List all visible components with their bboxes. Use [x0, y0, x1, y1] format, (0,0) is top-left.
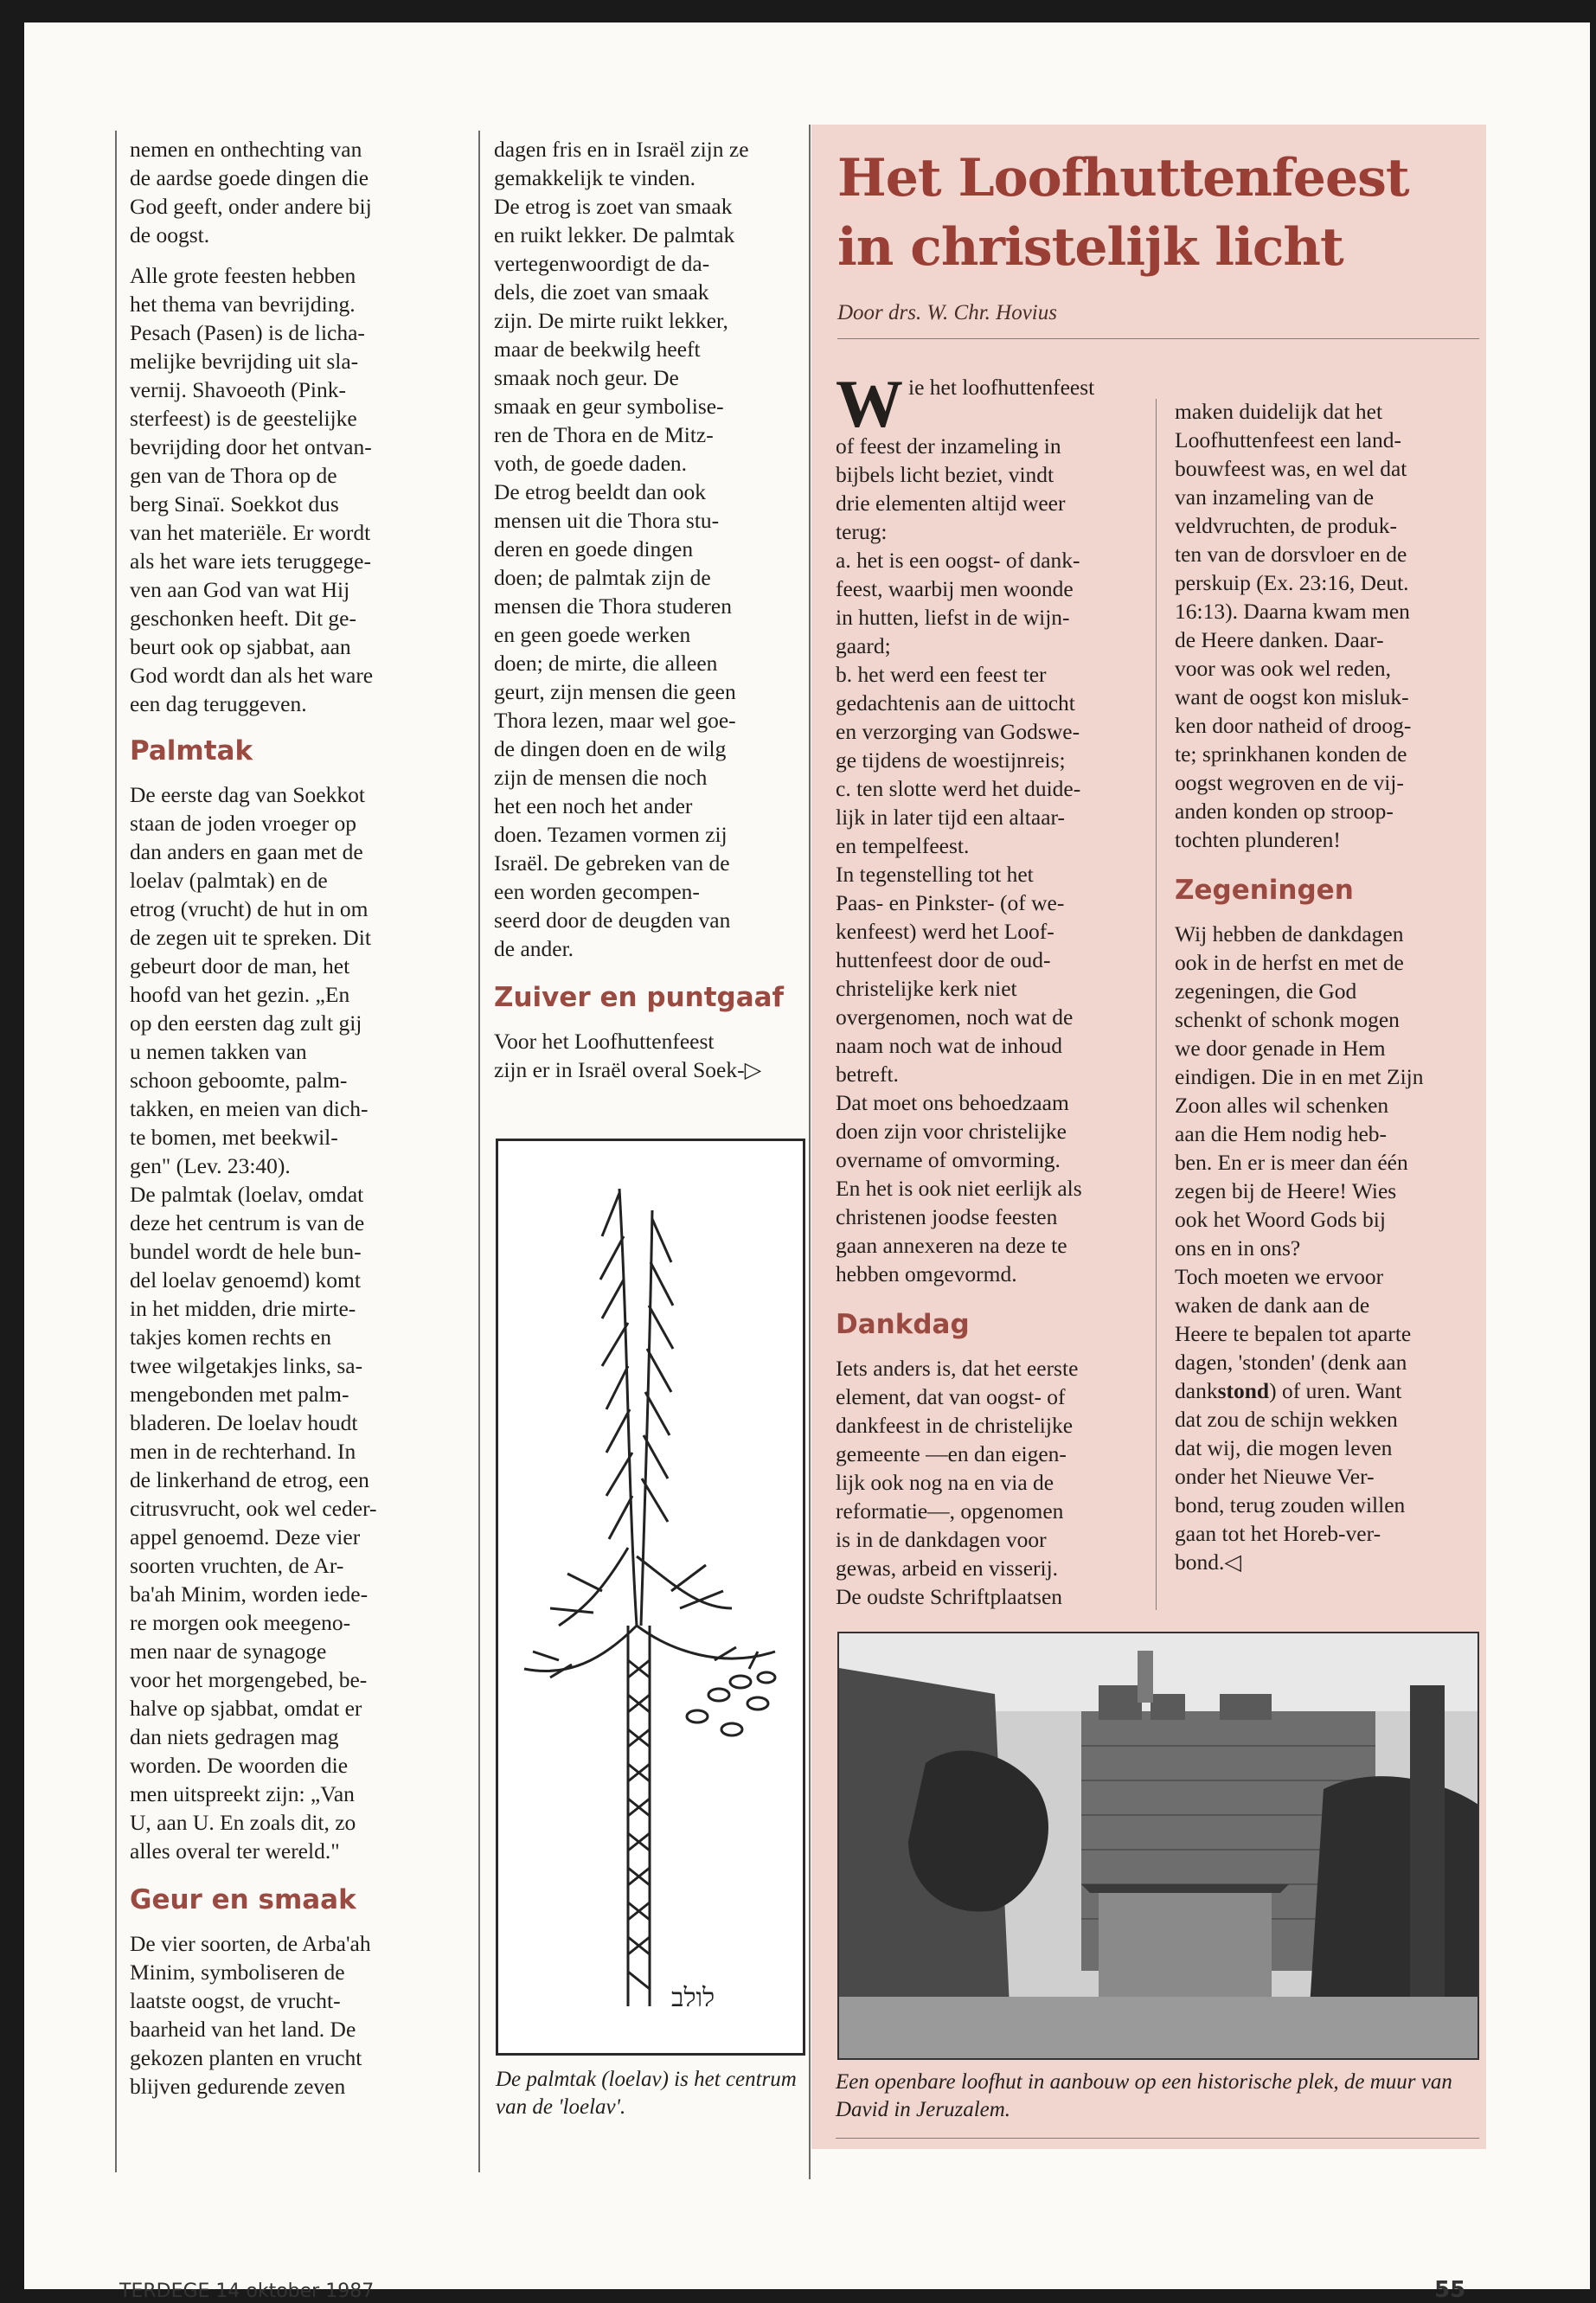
text-line: de zegen uit te spreken. Dit: [130, 925, 371, 950]
text-line: re morgen ook meegeno-: [130, 1610, 351, 1635]
heading-palmtak: Palmtak: [130, 735, 253, 767]
photo-caption: Een openbare loofhut in aanbouw op een historische plek, de muur van David in Jeruzalem.: [836, 2070, 1452, 2121]
caption-rule: [836, 2138, 1479, 2139]
text-line: drie elementen altijd weer: [836, 491, 1066, 516]
text-line: Thora lezen, maar wel goe-: [494, 708, 736, 733]
text-line: Minim, symboliseren de: [130, 1960, 345, 1985]
text-line: mengebonden met palm-: [130, 1382, 349, 1407]
text-line: de ander.: [494, 936, 574, 961]
text-line: te bomen, met beekwil-: [130, 1125, 338, 1150]
text-line: nemen en onthechting van: [130, 137, 362, 162]
text-line: In tegenstelling tot het: [836, 862, 1034, 887]
text-line: En het is ook niet eerlijk als: [836, 1176, 1082, 1201]
text-line: gaard;: [836, 633, 891, 658]
article-lead: Wie het loofhuttenfeest: [836, 366, 1095, 441]
text-line: deren en goede dingen: [494, 536, 694, 561]
text-line: b. het werd een feest ter: [836, 662, 1047, 687]
text-line: zegeningen, die God: [1175, 978, 1357, 1004]
text-line: en geen goede werken: [494, 622, 691, 647]
text-line: men in de rechterhand. In: [130, 1439, 356, 1464]
text-line: smaak en geur symbolise-: [494, 394, 724, 419]
text-line: Iets anders is, dat het eerste: [836, 1356, 1079, 1381]
text-line: gemeente —en dan eigen-: [836, 1441, 1067, 1466]
text-line: ben. En er is meer dan één: [1175, 1150, 1408, 1175]
text-line: loelav (palmtak) en de: [130, 868, 328, 893]
text-line: dagen fris en in Israël zijn ze: [494, 137, 749, 162]
text-line: in het midden, drie mirte-: [130, 1296, 356, 1321]
text-line: ook het Woord Gods bij: [1175, 1207, 1386, 1232]
text-line: dan niets gedragen mag: [130, 1724, 339, 1749]
text-line: bond.◁: [1175, 1549, 1241, 1575]
article-column-divider: [1156, 399, 1157, 1610]
zuiver-paragraph: [494, 1027, 805, 1084]
text-line: Zoon alles wil schenken: [1175, 1093, 1389, 1118]
text-line: de oogst.: [130, 222, 210, 247]
column-2-paragraph: [494, 135, 805, 963]
text-line: lijk in later tijd een altaar-: [836, 805, 1065, 830]
text-line: terug:: [836, 519, 888, 544]
text-line: gaan tot het Horeb-ver-: [1175, 1521, 1381, 1546]
text-line: of feest der inzameling in: [836, 433, 1061, 459]
text-line: deze het centrum is van de: [130, 1210, 365, 1235]
text-line: beurt ook op sjabbat, aan: [130, 634, 351, 659]
text-line: is in de dankdagen voor: [836, 1527, 1047, 1552]
text-line: dan anders en gaan met de: [130, 839, 363, 864]
zegeningen-line-bold: dankstond) of uren. Want: [1175, 1378, 1402, 1403]
heading-zegeningen: Zegeningen: [1175, 875, 1354, 906]
text-line: del loelav genoemd) komt: [130, 1267, 361, 1293]
text-line: God wordt dan als het ware: [130, 663, 374, 688]
text-line: dankfeest in de christelijke: [836, 1413, 1074, 1438]
text-line: christenen joodse feesten: [836, 1204, 1058, 1229]
text-line: hoofd van het gezin. „En: [130, 982, 350, 1007]
text-line: God geeft, onder andere bij: [130, 194, 372, 219]
heading-geur-en-smaak: Geur en smaak: [130, 1884, 356, 1915]
text-line: seerd door de deugden van: [494, 908, 731, 933]
drop-cap: W: [836, 366, 903, 441]
text-line: de linkerhand de etrog, een: [130, 1467, 369, 1492]
text-line: geschonken heeft. Dit ge-: [130, 606, 356, 631]
text-line: ven aan God van wat Hij: [130, 577, 350, 602]
text-line: De vier soorten, de Arba'ah: [130, 1931, 371, 1956]
heading-zuiver-en-puntgaaf: Zuiver en puntgaaf: [494, 982, 785, 1013]
text-line: ba'ah Minim, worden iede-: [130, 1581, 369, 1607]
article-column-2: [1175, 397, 1486, 1576]
jerusalem-wall-photo: [837, 1632, 1479, 2060]
text-line: zegen bij de Heere! Wies: [1175, 1178, 1397, 1203]
column-1: [130, 135, 476, 2101]
text-line: Alle grote feesten hebben: [130, 263, 356, 288]
text-line: voor het morgengebed, be-: [130, 1667, 368, 1692]
text-line: dels, die zoet van smaak: [494, 279, 709, 305]
text-line: men naar de synagoge: [130, 1639, 327, 1664]
text-line: ren de Thora en de Mitz-: [494, 422, 714, 447]
text-line: zijn. De mirte ruikt lekker,: [494, 308, 728, 333]
text-line: maar de beekwilg heeft: [494, 337, 701, 362]
geur-paragraph: [130, 1929, 476, 2101]
text-line: huttenfeest door de oud-: [836, 947, 1051, 972]
text-line: de Heere danken. Daar-: [1175, 627, 1384, 652]
text-line: overgenomen, noch wat de: [836, 1004, 1074, 1030]
text-line: vertegenwoordigt de da-: [494, 251, 710, 276]
text-line: tochten plunderen!: [1175, 827, 1341, 852]
text-line: oogst wegroven en de vij-: [1175, 770, 1404, 795]
text-line: doen zijn voor christelijke: [836, 1119, 1067, 1144]
article-body-1: [836, 432, 1149, 1288]
text-line: smaak noch geur. De: [494, 365, 679, 390]
text-line: soorten vruchten, de Ar-: [130, 1553, 344, 1578]
text-line: melijke bevrijding uit sla-: [130, 349, 359, 374]
text-line: De oudste Schriftplaatsen: [836, 1584, 1063, 1609]
text-line: ook in de herfst en met de: [1175, 950, 1404, 975]
text-line: doen; de mirte, die alleen: [494, 651, 718, 676]
text-line: gen van de Thora op de: [130, 463, 337, 488]
text-line: overname of omvorming.: [836, 1147, 1061, 1172]
text-line: aan die Hem nodig heb-: [1175, 1121, 1388, 1146]
text-line: De eerste dag van Soekkot: [130, 782, 365, 807]
text-line: De etrog is zoet van smaak: [494, 194, 733, 219]
text-line: takjes komen rechts en: [130, 1325, 331, 1350]
text-line: betreft.: [836, 1062, 899, 1087]
text-line: want de oogst kon misluk-: [1175, 684, 1409, 709]
intro-paragraphs: [130, 135, 476, 718]
text-line: blijven gedurende zeven: [130, 2074, 346, 2099]
text-line: de dingen doen en de wilg: [494, 736, 727, 761]
text-line: doen. Tezamen vormen zij: [494, 822, 727, 847]
magazine-page: [24, 22, 1590, 2303]
text-line: de aardse goede dingen die: [130, 165, 369, 190]
text-line: op den eersten dag zult gij: [130, 1010, 362, 1036]
dankdag-paragraph: [836, 1354, 1149, 1611]
text-line: u nemen takken van: [130, 1039, 307, 1064]
text-line: De etrog beeldt dan ook: [494, 479, 707, 504]
text-line: het thema van bevrijding.: [130, 292, 356, 317]
text-line: halve op sjabbat, omdat er: [130, 1696, 362, 1721]
zegeningen-end: [1175, 1405, 1486, 1576]
text-line: berg Sinaï. Soekkot dus: [130, 491, 339, 516]
loelav-drawing-icon: [498, 1141, 803, 2053]
article-body-2: [1175, 397, 1486, 854]
text-line: dagen, 'stonden' (denk aan: [1175, 1350, 1407, 1375]
text-line: in hutten, liefst in de wijn-: [836, 605, 1070, 630]
text-line: worden. De woorden die: [130, 1753, 349, 1778]
page-number: 55: [1434, 2277, 1466, 2303]
text-line: als het ware iets teruggege-: [130, 548, 371, 574]
article-title: Het Loofhuttenfeest in christelijk licht: [837, 148, 1409, 278]
text-line: gemakkelijk te vinden.: [494, 165, 695, 190]
text-line: mensen uit die Thora stu-: [494, 508, 720, 533]
text-line: Loofhuttenfeest een land-: [1175, 427, 1401, 452]
text-line: gewas, arbeid en visserij.: [836, 1556, 1059, 1581]
text-line: voor was ook wel reden,: [1175, 656, 1391, 681]
text-line: Heere te bepalen tot aparte: [1175, 1321, 1412, 1346]
text-line: appel genoemd. Deze vier: [130, 1524, 361, 1549]
text-line: vernij. Shavoeoth (Pink-: [130, 377, 347, 402]
text-line: laatste oogst, de vrucht-: [130, 1988, 341, 2013]
text-line: lijk ook nog na en via de: [836, 1470, 1054, 1495]
zegeningen-paragraph: [1175, 920, 1486, 1376]
text-line: element, dat van oogst- of: [836, 1384, 1066, 1409]
text-line: ken door natheid of droog-: [1175, 713, 1412, 738]
text-line: zijn de mensen die noch: [494, 765, 708, 790]
text-line: Voor het Loofhuttenfeest: [494, 1029, 715, 1054]
heading-dankdag: Dankdag: [836, 1309, 970, 1340]
text-line: van inzameling van de: [1175, 484, 1375, 510]
text-line: U, aan U. En zoals dit, zo: [130, 1810, 356, 1835]
palmtak-paragraph: [130, 780, 476, 1865]
text-line: takken, en meien van dich-: [130, 1096, 369, 1121]
text-line: we door genade in Hem: [1175, 1036, 1386, 1061]
column-2: [494, 135, 805, 1084]
text-line: en verzorging van Godswe-: [836, 719, 1080, 744]
text-line: sterfeest) is de geestelijke: [130, 406, 357, 431]
text-line: ten van de dorsvloer en de: [1175, 542, 1407, 567]
text-line: schenkt of schonk mogen: [1175, 1007, 1400, 1032]
text-line: waken de dank aan de: [1175, 1293, 1370, 1318]
text-line: anden konden op stroop-: [1175, 799, 1394, 824]
text-line: bond, terug zouden willen: [1175, 1492, 1406, 1517]
text-line: Dat moet ons behoedzaam: [836, 1090, 1069, 1115]
text-line: a. het is een oogst- of dank-: [836, 548, 1080, 573]
text-line: ge tijdens de woestijnreis;: [836, 747, 1066, 773]
text-line: c. ten slotte werd het duide-: [836, 776, 1081, 801]
text-line: feest, waarbij men woonde: [836, 576, 1074, 601]
text-line: Toch moeten we ervoor: [1175, 1264, 1384, 1289]
text-line: bouwfeest was, en wel dat: [1175, 456, 1407, 481]
text-line: veldvruchten, de produk-: [1175, 513, 1398, 538]
text-line: het een noch het ander: [494, 793, 693, 818]
text-line: Pesach (Pasen) is de licha-: [130, 320, 365, 345]
text-line: en ruikt lekker. De palmtak: [494, 222, 735, 247]
text-line: dat zou de schijn wekken: [1175, 1407, 1398, 1432]
text-line: Israël. De gebreken van de: [494, 850, 730, 876]
text-line: twee wilgetakjes links, sa-: [130, 1353, 363, 1378]
illustration-caption: De palmtak (loelav) is het centrum van de 'loelav'.: [496, 2068, 797, 2119]
text-line: reformatie—, opgenomen: [836, 1498, 1064, 1524]
text-line: Wij hebben de dankdagen: [1175, 921, 1404, 946]
text-line: bijbels licht beziet, vindt: [836, 462, 1054, 487]
article-column-1: [836, 366, 1149, 1611]
text-line: gedachtenis aan de uittocht: [836, 690, 1075, 715]
text-line: men uitspreekt zijn: „Van: [130, 1781, 355, 1806]
column-divider: [478, 131, 480, 2172]
text-line: baarheid van het land. De: [130, 2017, 356, 2042]
text-line: etrog (vrucht) de hut in om: [130, 896, 369, 921]
text-line: voth, de goede daden.: [494, 451, 688, 476]
text-line: gebeurt door de man, het: [130, 953, 350, 978]
text-line: bevrijding door het ontvan-: [130, 434, 372, 459]
footer-publication: TERDEGE 14 oktober 1987: [119, 2281, 375, 2302]
column-divider: [809, 125, 811, 2179]
text-line: christelijke kerk niet: [836, 976, 1017, 1001]
text-line: perskuip (Ex. 23:16, Deut.: [1175, 570, 1409, 595]
text-line: naam noch wat de inhoud: [836, 1033, 1063, 1058]
text-line: Paas- en Pinkster- (of we-: [836, 890, 1065, 915]
text-line: gekozen planten en vrucht: [130, 2045, 362, 2070]
text-line: alles overal ter wereld.": [130, 1838, 340, 1864]
text-line: bladeren. De loelav houdt: [130, 1410, 358, 1435]
text-line: een worden gecompen-: [494, 879, 700, 904]
text-line: schoon geboomte, palm-: [130, 1068, 348, 1093]
text-line: De palmtak (loelav, omdat: [130, 1182, 364, 1207]
text-line: gen" (Lev. 23:40).: [130, 1153, 291, 1178]
text-line: van het materiële. Er wordt: [130, 520, 371, 545]
text-line: gaan annexeren na deze te: [836, 1233, 1067, 1258]
text-line: kenfeest) werd het Loof-: [836, 919, 1054, 944]
palm-branch-illustration: [496, 1139, 805, 2056]
text-line: maken duidelijk dat het: [1175, 399, 1383, 424]
text-line: geurt, zijn mensen die geen: [494, 679, 736, 704]
text-line: bundel wordt de hele bun-: [130, 1239, 362, 1264]
text-line: dat wij, die mogen leven: [1175, 1435, 1393, 1460]
text-line: ons en in ons?: [1175, 1235, 1301, 1261]
text-line: hebben omgevormd.: [836, 1261, 1017, 1286]
text-line: staan de joden vroeger op: [130, 811, 356, 836]
byline-rule: [837, 338, 1479, 339]
column-divider: [115, 131, 117, 2172]
text-line: zijn er in Israël overal Soek-▷: [494, 1057, 762, 1082]
photo-image-icon: [839, 1633, 1479, 2060]
text-line: en tempelfeest.: [836, 833, 970, 858]
text-line: citrusvrucht, ook wel ceder-: [130, 1496, 377, 1521]
text-line: 16:13). Daarna kwam men: [1175, 599, 1410, 624]
text-line: mensen die Thora studeren: [494, 593, 732, 619]
text-line: doen; de palmtak zijn de: [494, 565, 711, 590]
text-line: onder het Nieuwe Ver-: [1175, 1464, 1375, 1489]
text-line: een dag teruggeven.: [130, 691, 307, 716]
text-line: te; sprinkhanen konden de: [1175, 741, 1407, 767]
text-line: eindigen. Die in en met Zijn: [1175, 1064, 1424, 1089]
article-byline: Door drs. W. Chr. Hovius: [837, 301, 1057, 324]
hebrew-label: לולב: [671, 1983, 715, 2013]
